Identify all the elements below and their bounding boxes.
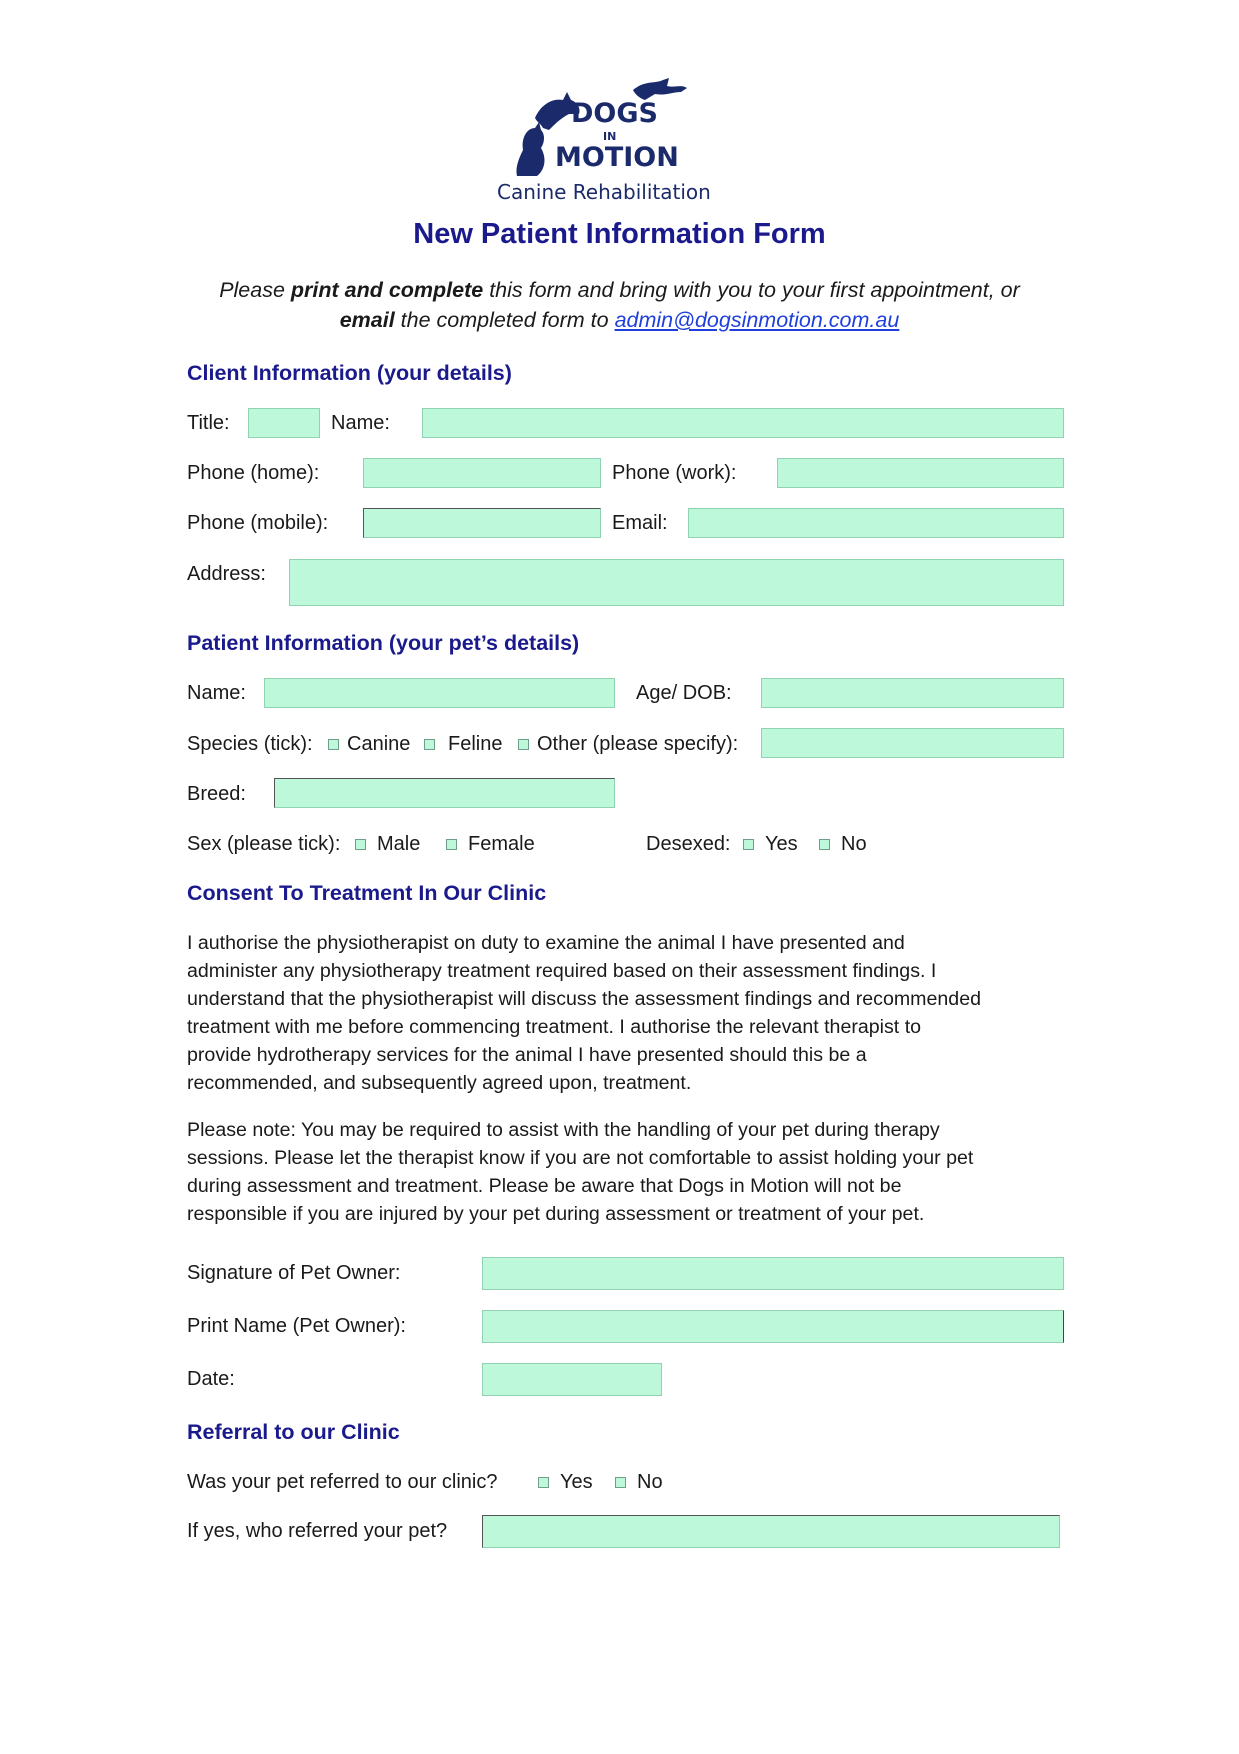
phone-mobile-field[interactable] <box>363 508 601 538</box>
sex-label: Sex (please tick): <box>187 833 341 855</box>
referred-no-checkbox[interactable] <box>615 1477 626 1488</box>
phone-home-field[interactable] <box>363 458 601 488</box>
phone-home-label: Phone (home): <box>187 462 320 484</box>
consent-paragraph <box>187 929 1067 1097</box>
breed-field[interactable] <box>274 778 615 808</box>
address-field[interactable] <box>289 559 1064 606</box>
intro-emphasis: print and complete <box>290 278 484 302</box>
sex-female-checkbox[interactable] <box>446 839 457 850</box>
signature-field[interactable] <box>482 1257 1064 1290</box>
species-other-checkbox[interactable] <box>518 739 529 750</box>
print-name-field[interactable] <box>482 1310 1064 1343</box>
consent-line: treatment with me before commencing treatment. I authorise the relevant therapist to <box>187 1016 922 1038</box>
clinic-logo <box>497 78 745 210</box>
referred-no-label: No <box>637 1471 663 1493</box>
pet-name-field[interactable] <box>264 678 615 708</box>
note-line: sessions. Please let the therapist know if you are not comfortable to assist holding your pet <box>187 1147 974 1169</box>
note-paragraph <box>187 1116 1067 1228</box>
referred-question-label: Was your pet referred to our clinic? <box>187 1471 498 1493</box>
logo-text-in: IN <box>603 130 617 143</box>
sex-male-checkbox[interactable] <box>355 839 366 850</box>
pet-name-label: Name: <box>187 682 246 704</box>
logo-text-tagline: Canine Rehabilitation <box>497 180 711 204</box>
phone-work-field[interactable] <box>777 458 1064 488</box>
date-field[interactable] <box>482 1363 662 1396</box>
print-name-label: Print Name (Pet Owner): <box>187 1315 406 1337</box>
sex-female-label: Female <box>468 833 535 855</box>
email-link[interactable]: admin@dogsinmotion.com.au <box>614 308 900 332</box>
note-line: responsible if you are injured by your pet during assessment or treatment of your pet. <box>187 1203 925 1225</box>
client-name-field[interactable] <box>422 408 1064 438</box>
desexed-yes-checkbox[interactable] <box>743 839 754 850</box>
note-line: during assessment and treatment. Please be aware that Dogs in Motion will not be <box>187 1175 902 1197</box>
species-other-label: Other (please specify): <box>537 733 739 755</box>
consent-line: I authorise the physiotherapist on duty to examine the animal I have presented and <box>187 932 905 954</box>
email-field[interactable] <box>688 508 1064 538</box>
title-label: Title: <box>187 412 230 434</box>
intro-line-1 <box>0 278 1239 303</box>
species-canine-label: Canine <box>347 733 411 755</box>
title-field[interactable] <box>248 408 320 438</box>
consent-line: recommended, and subsequently agreed upon, treatment. <box>187 1072 692 1094</box>
intro-text: the completed form to <box>394 308 615 332</box>
age-dob-field[interactable] <box>761 678 1064 708</box>
referral-heading: Referral to our Clinic <box>187 1420 400 1444</box>
client-name-label: Name: <box>331 412 390 434</box>
consent-heading: Consent To Treatment In Our Clinic <box>187 881 547 905</box>
referrer-field[interactable] <box>482 1515 1060 1548</box>
intro-text: Please <box>219 278 291 302</box>
patient-info-heading: Patient Information (your pet’s details) <box>187 631 580 655</box>
desexed-label: Desexed: <box>646 833 731 855</box>
intro-text: this form and bring with you to your first appointment, or <box>483 278 1020 302</box>
logo-text-motion: MOTION <box>555 142 679 173</box>
species-label: Species (tick): <box>187 733 313 755</box>
species-feline-label: Feline <box>448 733 503 755</box>
address-label: Address: <box>187 563 266 585</box>
consent-line: administer any physiotherapy treatment required based on their assessment findings. I <box>187 960 937 982</box>
form-title: New Patient Information Form <box>413 218 826 250</box>
desexed-no-checkbox[interactable] <box>819 839 830 850</box>
signature-label: Signature of Pet Owner: <box>187 1262 401 1284</box>
phone-mobile-label: Phone (mobile): <box>187 512 329 534</box>
referrer-label: If yes, who referred your pet? <box>187 1520 448 1542</box>
species-feline-checkbox[interactable] <box>424 739 435 750</box>
date-label: Date: <box>187 1368 235 1390</box>
email-label: Email: <box>612 512 668 534</box>
species-other-field[interactable] <box>761 728 1064 758</box>
sex-male-label: Male <box>377 833 421 855</box>
age-dob-label: Age/ DOB: <box>636 682 732 704</box>
client-info-heading: Client Information (your details) <box>187 361 512 385</box>
referred-yes-label: Yes <box>560 1471 593 1493</box>
species-canine-checkbox[interactable] <box>328 739 339 750</box>
phone-work-label: Phone (work): <box>612 462 737 484</box>
desexed-no-label: No <box>841 833 867 855</box>
consent-line: understand that the physiotherapist will discuss the assessment findings and recommended <box>187 988 981 1010</box>
breed-label: Breed: <box>187 783 246 805</box>
note-line: Please note: You may be required to assist with the handling of your pet during therapy <box>187 1119 940 1141</box>
intro-line-2 <box>0 308 1239 333</box>
consent-line: provide hydrotherapy services for the animal I have presented should this be a <box>187 1044 867 1066</box>
desexed-yes-label: Yes <box>765 833 798 855</box>
referred-yes-checkbox[interactable] <box>538 1477 549 1488</box>
logo-text-dogs: DOGS <box>571 98 658 129</box>
intro-emphasis: email <box>339 308 395 332</box>
